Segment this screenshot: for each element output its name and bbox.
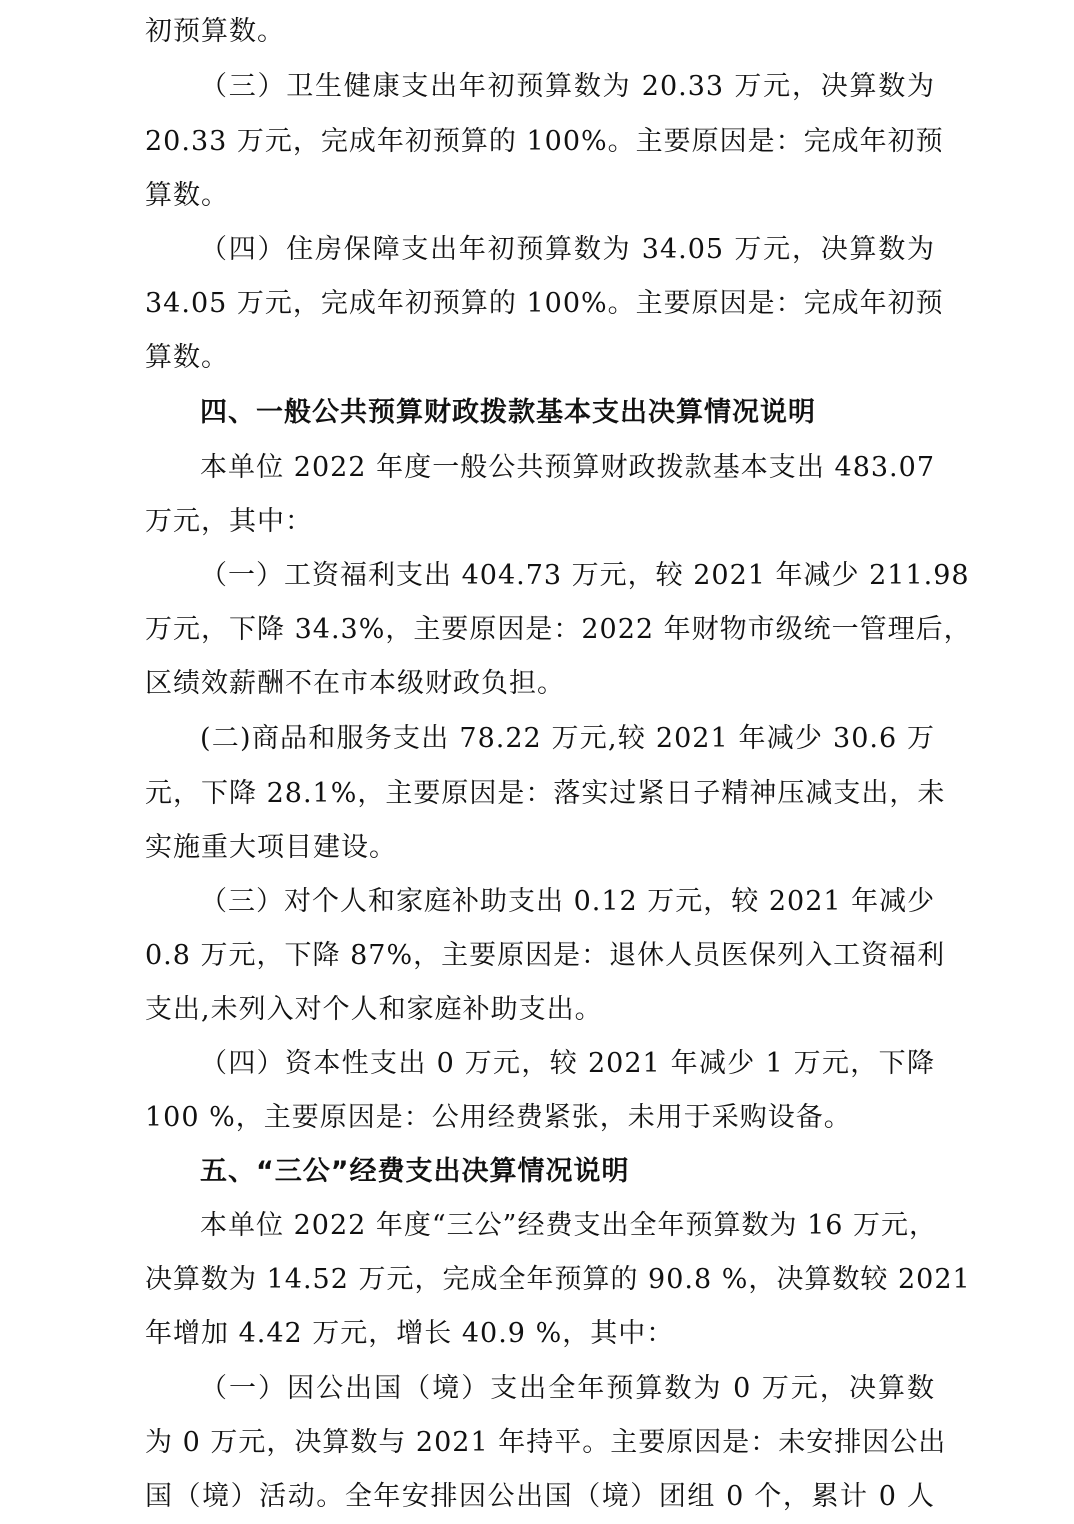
paragraph-line: （四）资本性支出 0 万元，较 2021 年减少 1 万元，下降 (200, 1048, 935, 1079)
paragraph-line: （一）工资福利支出 404.73 万元，较 2021 年减少 211.98 (200, 560, 970, 591)
paragraph-line: （三）卫生健康支出年初预算数为 20.33 万元，决算数为 (200, 71, 935, 102)
paragraph-line: （四）住房保障支出年初预算数为 34.05 万元，决算数为 (200, 234, 935, 265)
paragraph-line: 0.8 万元，下降 87%，主要原因是：退休人员医保列入工资福利 (145, 940, 946, 971)
paragraph-line: 实施重大项目建设。 (145, 832, 397, 863)
paragraph-line: 年增加 4.42 万元，增长 40.9 %，其中： (145, 1318, 675, 1349)
paragraph-line: 区绩效薪酬不在市本级财政负担。 (145, 668, 565, 699)
paragraph-line: 算数。 (145, 342, 229, 373)
paragraph-line: 为 0 万元，决算数与 2021 年持平。主要原因是：未安排因公出 (145, 1427, 947, 1458)
paragraph-line: 20.33 万元，完成年初预算的 100%。主要原因是：完成年初预 (145, 126, 944, 157)
paragraph-line: 支出,未列入对个人和家庭补助支出。 (145, 994, 603, 1025)
paragraph-line: 算数。 (145, 180, 229, 211)
paragraph-line: 万元，其中： (145, 506, 313, 537)
section-heading: 五、“三公”经费支出决算情况说明 (200, 1156, 630, 1187)
paragraph-line: 本单位 2022 年度“三公”经费支出全年预算数为 16 万元， (200, 1210, 938, 1241)
paragraph-line: （一）因公出国（境）支出全年预算数为 0 万元，决算数 (200, 1373, 935, 1404)
paragraph-line: 100 %，主要原因是：公用经费紧张，未用于采购设备。 (145, 1102, 852, 1133)
paragraph-line: 国（境）活动。全年安排因公出国（境）团组 0 个，累计 0 人 (145, 1481, 935, 1512)
section-heading: 四、一般公共预算财政拨款基本支出决算情况说明 (200, 397, 816, 428)
paragraph-line: 初预算数。 (145, 16, 285, 47)
paragraph-line: 决算数为 14.52 万元，完成全年预算的 90.8 %，决算数较 2021 (145, 1264, 971, 1295)
paragraph-line: 34.05 万元，完成年初预算的 100%。主要原因是：完成年初预 (145, 288, 944, 319)
paragraph-line: (二)商品和服务支出 78.22 万元,较 2021 年减少 30.6 万 (200, 723, 935, 754)
paragraph-line: 本单位 2022 年度一般公共预算财政拨款基本支出 483.07 (200, 452, 935, 483)
paragraph-line: 元，下降 28.1%，主要原因是：落实过紧日子精神压减支出，未 (145, 778, 946, 809)
paragraph-line: 万元，下降 34.3%，主要原因是：2022 年财物市级统一管理后， (145, 614, 972, 645)
paragraph-line: （三）对个人和家庭补助支出 0.12 万元，较 2021 年减少 (200, 886, 936, 917)
